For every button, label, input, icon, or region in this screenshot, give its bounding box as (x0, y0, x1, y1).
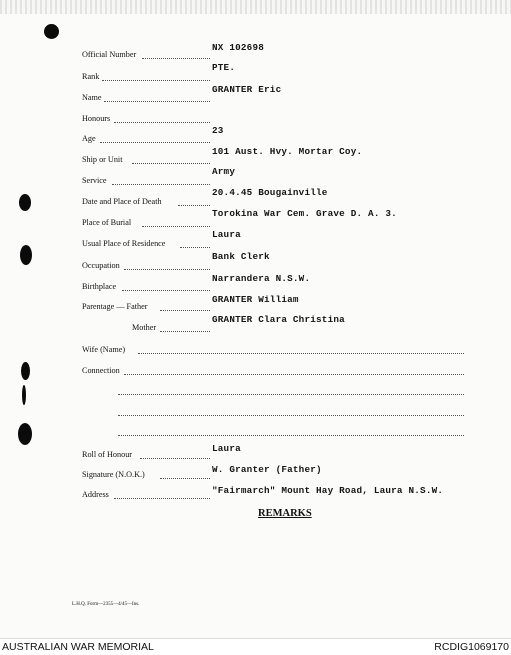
dotted-line (104, 101, 210, 102)
dotted-line (102, 80, 210, 81)
address-value: "Fairmarch" Mount Hay Road, Laura N.S.W. (212, 485, 444, 496)
footer-record-id: RCDIG1069170 (434, 641, 509, 653)
dotted-line (118, 435, 464, 436)
dotted-line (100, 142, 210, 143)
birthplace-label: Birthplace (82, 282, 117, 291)
punch-hole (19, 194, 31, 211)
mother-label: Mother (132, 323, 157, 332)
punch-hole (20, 245, 32, 265)
punch-hole (21, 362, 30, 380)
punch-hole (22, 385, 26, 405)
honours-label: Honours (82, 114, 111, 123)
dotted-line (138, 353, 464, 354)
service-label: Service (82, 176, 107, 185)
dotted-line (180, 247, 210, 248)
connection-label: Connection (82, 366, 120, 375)
occupation-label: Occupation (82, 261, 120, 270)
age-label: Age (82, 134, 96, 143)
official-number-value: NX 102698 (212, 42, 265, 53)
roll-of-honour-label: Roll of Honour (82, 450, 133, 459)
dotted-line (178, 205, 210, 206)
dotted-line (160, 331, 210, 332)
age-value: 23 (212, 125, 224, 136)
dotted-line (118, 415, 464, 416)
dotted-line (132, 163, 210, 164)
mother-value: GRANTER Clara Christina (212, 314, 345, 325)
footer-institution: AUSTRALIAN WAR MEMORIAL (2, 641, 154, 653)
dotted-line (118, 394, 464, 395)
dotted-line (160, 478, 210, 479)
rank-label: Rank (82, 72, 100, 81)
date-place-death-label: Date and Place of Death (82, 197, 162, 206)
ship-or-unit-label: Ship or Unit (82, 155, 123, 164)
service-value: Army (212, 166, 236, 177)
dotted-line (124, 374, 464, 375)
dotted-line (142, 226, 210, 227)
place-of-burial-label: Place of Burial (82, 218, 132, 227)
dotted-line (114, 498, 210, 499)
usual-residence-label: Usual Place of Residence (82, 239, 166, 248)
ship-or-unit-value: 101 Aust. Hvy. Mortar Coy. (212, 146, 363, 157)
dotted-line (160, 310, 210, 311)
punch-hole (44, 24, 59, 39)
address-label: Address (82, 490, 109, 499)
dotted-line (140, 458, 210, 459)
wife-label: Wife (Name) (82, 345, 126, 354)
dotted-line (114, 122, 210, 123)
dotted-line (124, 269, 210, 270)
dotted-line (122, 290, 210, 291)
place-of-burial-value: Torokina War Cem. Grave D. A. 3. (212, 208, 397, 219)
dotted-line (112, 184, 210, 185)
father-label: Parentage — Father (82, 302, 148, 311)
signature-value: W. Granter (Father) (212, 464, 322, 475)
dotted-line (142, 58, 210, 59)
remarks-heading: REMARKS (258, 508, 312, 519)
form-reference: L.H.Q. Form—2355—4/45—Ins. (72, 602, 140, 607)
official-number-label: Official Number (82, 50, 137, 59)
usual-residence-value: Laura (212, 229, 241, 240)
name-value: GRANTER Eric (212, 84, 282, 95)
signature-label: Signature (N.O.K.) (82, 470, 145, 479)
scan-edge (0, 0, 511, 14)
date-place-death-value: 20.4.45 Bougainville (212, 187, 328, 198)
roll-of-honour-value: Laura (212, 443, 241, 454)
father-value: GRANTER William (212, 294, 299, 305)
occupation-value: Bank Clerk (212, 251, 270, 262)
birthplace-value: Narrandera N.S.W. (212, 273, 311, 284)
archive-footer (0, 638, 511, 655)
name-label: Name (82, 93, 102, 102)
punch-hole (18, 423, 32, 445)
rank-value: PTE. (212, 62, 236, 73)
